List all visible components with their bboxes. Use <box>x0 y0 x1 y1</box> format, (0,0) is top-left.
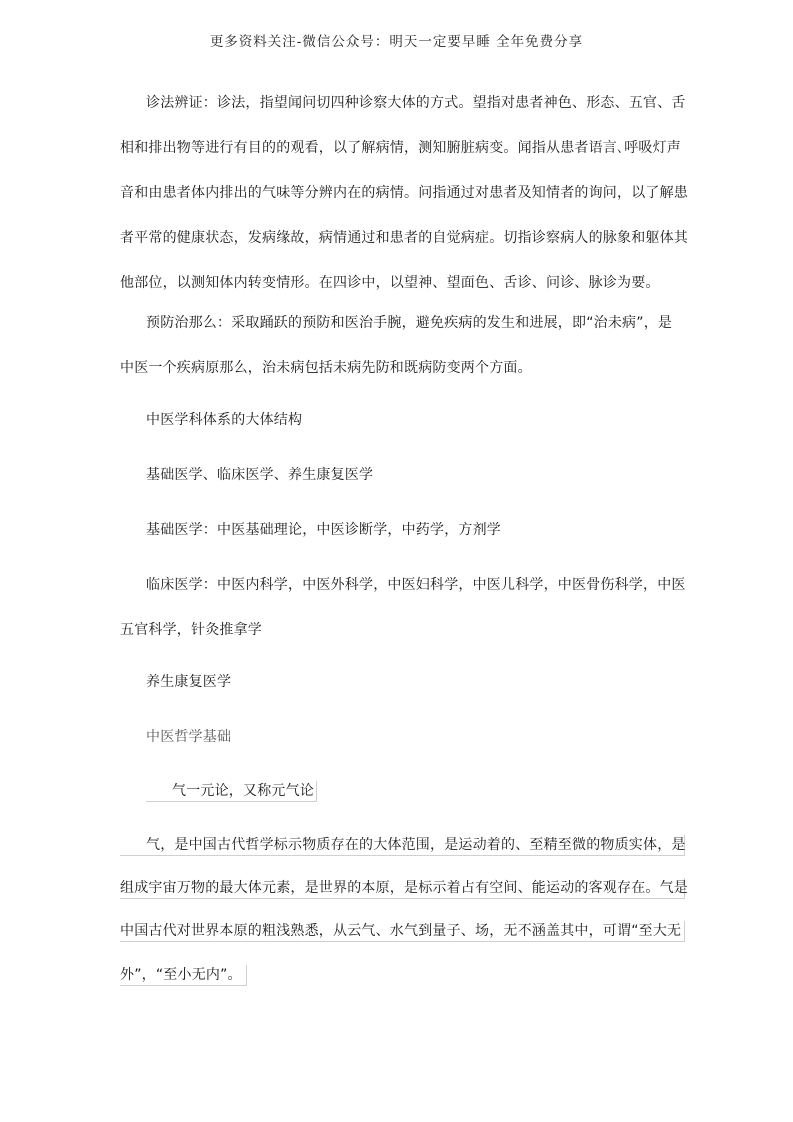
text-line: 外”，“至小无内”。 <box>120 965 247 986</box>
text-line: 中国古代对世界本原的粗浅熟悉，从云气、水气到量子、场，无不涵盖其中，可谓“至大无 <box>120 921 685 942</box>
subheading-qi-monism <box>146 780 317 802</box>
paragraph-qi <box>120 835 688 1008</box>
paragraph-basic-medicine <box>120 520 685 540</box>
text-line: 诊法辨证：诊法，指望闻问切四种诊察大体的方式。望指对患者神色、形态、五官、舌 <box>146 95 686 111</box>
subheading-text: 气一元论，又称元气论 <box>146 781 317 802</box>
text-line: 者平常的健康状态，发病缘故，病情通过和患者的自觉病症。切指诊察病人的脉象和躯体其 <box>120 230 688 246</box>
page-header-banner: 更多资料关注-微信公众号：明天一定要早睡 全年免费分享 <box>209 34 584 50</box>
heading-discipline-structure <box>120 410 685 430</box>
heading-text: 中医哲学基础 <box>146 729 232 745</box>
text-line: 预防治那么：采取踊跃的预防和医治手腕，避免疾病的发生和进展，即“治未病”，是 <box>146 315 673 331</box>
paragraph-diagnosis <box>120 93 688 318</box>
heading-text: 基础医学、临床医学、养生康复医学 <box>146 467 374 483</box>
paragraph-clinical-medicine <box>120 575 685 665</box>
text-line: 气，是中国古代哲学标示物质存在的大体范围，是运动着的、至精至微的物质实体，是 <box>120 835 685 856</box>
heading-text: 养生康复医学 <box>146 674 232 690</box>
text-line: 组成宇宙万物的最大体元素，是世界的本原，是标示着占有空间、能运动的客观存在。气是 <box>120 878 685 899</box>
heading-three-branches <box>120 465 685 485</box>
text-line: 基础医学：中医基础理论，中医诊断学，中药学，方剂学 <box>146 522 501 538</box>
text-line: 五官科学，针灸推拿学 <box>120 622 262 638</box>
text-line: 中医一个疾病原那么，治未病包括未病先防和既病防变两个方面。 <box>120 360 532 376</box>
paragraph-prevention <box>120 313 685 403</box>
text-line: 音和由患者体内排出的气味等分辨内在的病情。问指通过对患者及知情者的询问，以了解患 <box>120 185 688 201</box>
heading-rehab-medicine <box>120 672 685 692</box>
heading-text: 中医学科体系的大体结构 <box>146 412 303 428</box>
text-line: 临床医学：中医内科学，中医外科学，中医妇科学，中医儿科学，中医骨伤科学，中医 <box>146 577 686 593</box>
text-line: 他部位，以测知体内转变情形。在四诊中，以望神、望面色、舌诊、问诊、脉诊为要。 <box>120 275 660 291</box>
text-line: 相和排出物等进行有目的的观看，以了解病情，测知腑脏病变。闻指从患者语言､呼吸灯声 <box>120 140 681 156</box>
heading-philosophy <box>120 727 685 747</box>
